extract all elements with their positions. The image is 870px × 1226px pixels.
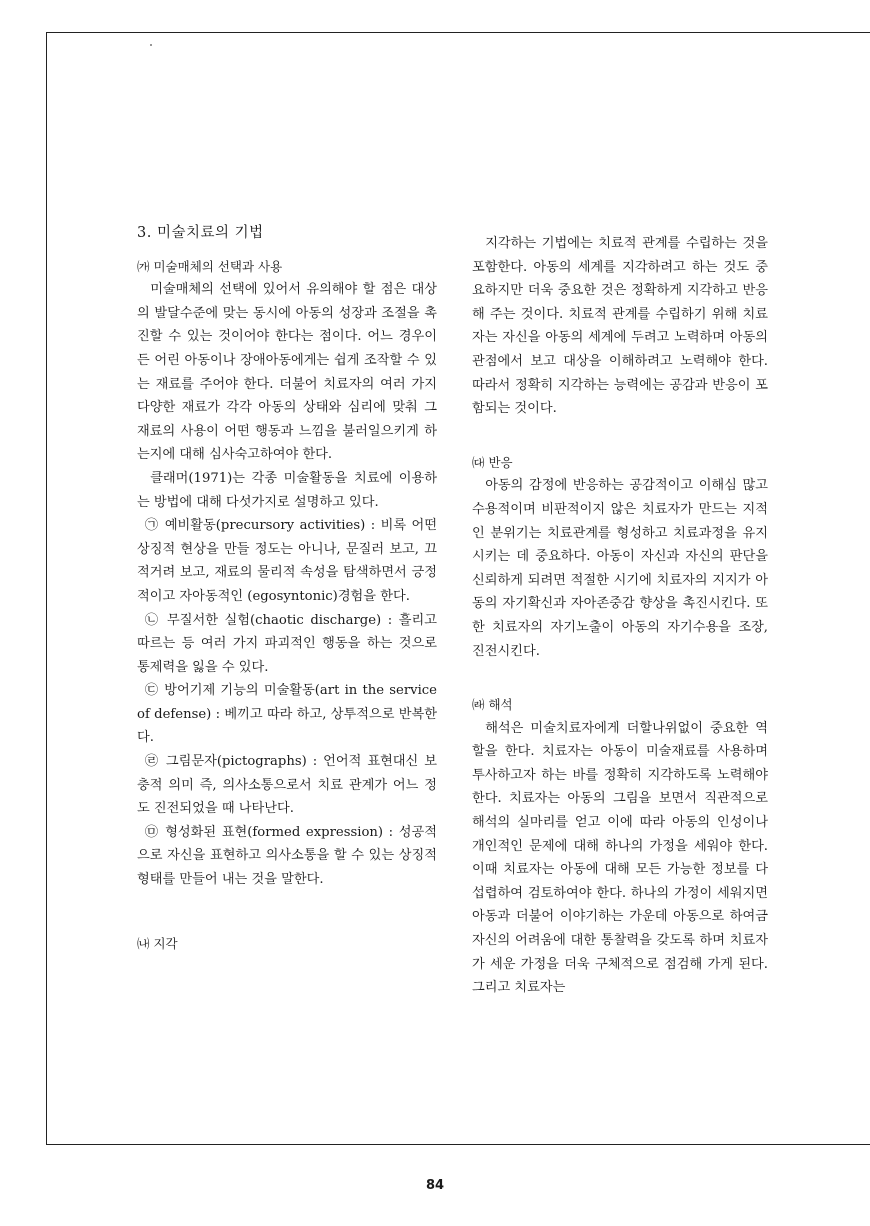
list-item (137, 679, 437, 750)
list-item (137, 609, 437, 680)
top-border-line (46, 32, 870, 33)
item-marker: ㉤ (144, 824, 160, 840)
left-column (137, 222, 437, 955)
item-term: 방어기제 기능의 미술활동 (164, 683, 315, 699)
media-heading: ㈎ 미술매체의 선택과 사용 (137, 258, 283, 274)
item-english: (precursory activities) (215, 518, 366, 534)
section-title: 3. 미술치료의 기법 (137, 225, 264, 241)
item-marker: ㉡ (144, 612, 161, 628)
response-heading: ㈐ 반응 (472, 454, 513, 470)
bottom-border-line (46, 1144, 870, 1145)
item-english: (chaotic discharge) (250, 612, 382, 628)
list-item (137, 750, 437, 821)
item-english: (formed expression) (247, 824, 384, 840)
item-term: 그림문자 (165, 754, 217, 770)
item-english: (art in the service of defense) (137, 683, 437, 722)
item-marker: ㉢ (144, 683, 160, 699)
list-item (137, 821, 437, 892)
item-marker: ㉣ (144, 754, 160, 770)
item-body: : 성공적으로 자신을 표현하고 의사소통을 할 수 있는 상징적 형태를 만들어 내는 것을 말한다. (137, 824, 437, 888)
item-body: : 언어적 표현대신 보충적 의미 즉, 의사소통으로서 치료 관계가 어느 정도 진전되었을 때 나타난다. (137, 754, 438, 817)
item-body: : 흘리고 따르는 등 여러 가지 파괴적인 행동을 하는 것으로 통제력을 잃을 수 있다. (137, 612, 437, 675)
item-body: : 비록 어떤 상징적 현상을 만들 정도는 아니나, 문질러 보고, 끄적거려 보고, 재료의 물리적 속성을 탐색하면서 긍정적이고 자아동적인 (egosyntonic)경험을 한다. (137, 518, 437, 604)
kramer-paragraph: 클래머(1971)는 각종 미술활동을 치료에 이용하는 방법에 대해 다섯가지로 설명하고 있다. (137, 470, 437, 510)
response-paragraph: 아동의 감정에 반응하는 공감적이고 이해심 많고 수용적이며 비판적이지 않은 치료자가 만드는 지적인 분위기는 치료관계를 형성하고 치료과정을 유지시키는 데 중요하다. 아동이 자신과 자신의 판단을 신뢰하게 되려면 적절한 시기에 치료자의 지지가 아동의 자기확신과 자아존중감 향상을 촉진시킨다. 또한 치료자의 자기노출이 아동의 자기수용을 조장, 진전시킨다. (472, 478, 768, 659)
item-term: 형성화된 표현 (165, 824, 248, 840)
item-term: 무질서한 실험 (167, 612, 251, 628)
media-paragraph: 미술매체의 선택에 있어서 유의해야 할 점은 대상의 발달수준에 맞는 동시에 아동의 성장과 조절을 촉진할 수 있는 것이어야 한다는 점이다. 어느 경우이든 어린 아동이나 장애아동에게는 쉽게 조작할 수 있는 재료를 주어야 한다. 더불어 치료자의 여러 가지 다양한 재료가 각각 아동의 상태와 심리에 맞춰 그 재료의 사용이 어떤 행동과 느낌을 불러일으키게 하는지에 대해 심사숙고하여야 한다. (137, 282, 437, 463)
interpretation-paragraph: 해석은 미술치료자에게 더할나위없이 중요한 역할을 한다. 치료자는 아동이 미술재료를 사용하며 투사하고자 하는 바를 정확히 지각하도록 노력해야 한다. 치료자는 아동의 그림을 보면서 직관적으로 해석의 실마리를 얻고 이에 따라 아동의 인성이나 개인적인 문제에 대해 하나의 가정을 세워야 한다. 이때 치료자는 아동에 대해 모든 가능한 정보를 다 섭렵하여 검토하여야 한다. 하나의 가정이 세워지면 아동과 더불어 이야기하는 가운데 아동으로 하여금 자신의 어려움에 대한 통찰력을 갖도록 하며 치료자가 세운 가정을 더욱 구체적으로 점검해 가게 된다. 그리고 치료자는 (472, 720, 768, 996)
item-english: (pictographs) (216, 754, 307, 770)
left-border-line (46, 32, 47, 1144)
perception-paragraph: 지각하는 기법에는 치료적 관계를 수립하는 것을 포함한다. 아동의 세계를 지각하려고 하는 것도 중요하지만 더욱 중요한 것은 정확하게 지각하고 반응해 주는 것이다. 치료적 관계를 수립하기 위해 치료자는 자신을 아동의 세계에 두려고 노력하며 아동의 관점에서 보고 대상을 이해하려고 노력해야 한다. 따라서 정확히 지각하는 능력에는 공감과 반응이 포함되는 것이다. (472, 236, 768, 417)
list-item (137, 514, 437, 608)
right-column (472, 232, 768, 1000)
item-term: 예비활동 (164, 518, 216, 534)
scan-speck (150, 44, 152, 46)
interpretation-heading: ㈑ 해석 (472, 697, 513, 713)
item-marker: ㉠ (144, 518, 160, 534)
item-body: : 베끼고 따라 하고, 상투적으로 반복한다. (137, 706, 437, 746)
page-number: 84 (425, 1178, 445, 1193)
perception-heading: ㈏ 지각 (137, 935, 178, 951)
